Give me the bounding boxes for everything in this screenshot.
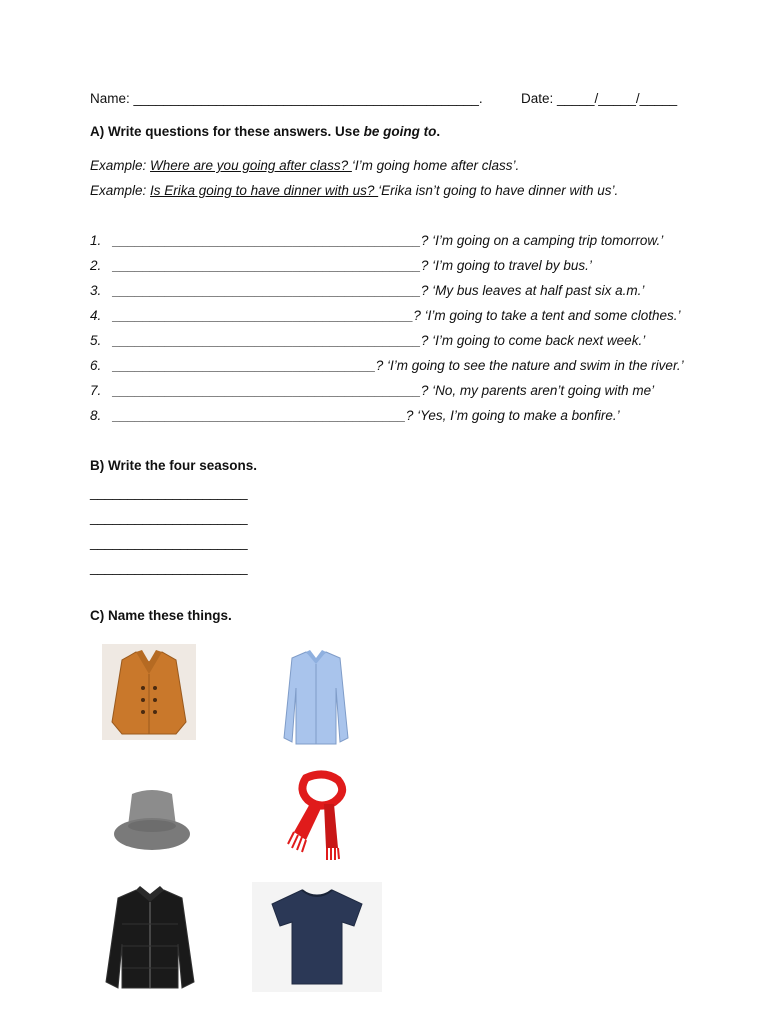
scarf-image [284,770,350,862]
example-question: Is Erika going to have dinner with us? [150,183,379,198]
name-field-label: Name: ______________________________________________. [90,91,483,106]
question-number: 4. [90,308,102,323]
scarf-tail [294,800,322,840]
question-line: _________________________________________? ‘I’m going on a camping trip tomorrow.’ [113,233,664,248]
hat-crown-shade [128,820,176,832]
example-answer: ‘I’m going home after class’. [351,158,520,173]
section-a-title-suffix: . [436,124,441,139]
question-line: ________________________________________? ‘I’m going to take a tent and some clothes.’ [113,308,681,323]
season-answer-line: _____________________ [90,560,248,575]
coat-button [141,698,145,702]
shirt-image [278,648,354,746]
tshirt-icon [252,882,382,992]
section-a-title-prefix: A) Write questions for these answers. Use [90,124,364,139]
question-number: 6. [90,358,102,373]
question-line: _________________________________________? ‘No, my parents aren’t going with me’ [113,383,655,398]
coat-image [102,644,196,740]
bomber-jacket-icon [102,884,198,992]
jacket-image [102,884,198,992]
example-label: Example: [90,158,151,173]
section-b-title: B) Write the four seasons. [90,458,258,473]
question-number: 7. [90,383,102,398]
bucket-hat-image [110,782,194,854]
scarf-tail [324,804,338,848]
question-line: _________________________________________? ‘My bus leaves at half past six a.m.’ [113,283,645,298]
example-line-1 [90,158,519,173]
tshirt-image [252,882,382,992]
question-number: 8. [90,408,102,423]
coat-icon [102,644,196,740]
example-label: Example: [90,183,151,198]
season-answer-line: _____________________ [90,485,248,500]
coat-button [153,686,157,690]
scarf-icon [284,770,350,862]
coat-button [141,710,145,714]
question-line: _________________________________________? ‘I’m going to come back next week.’ [113,333,646,348]
question-number: 1. [90,233,102,248]
section-c-title: C) Name these things. [90,608,232,623]
season-answer-line: _____________________ [90,535,248,550]
season-answer-line: _____________________ [90,510,248,525]
example-line-2 [90,183,618,198]
question-line: _________________________________________? ‘I’m going to travel by bus.’ [113,258,592,273]
question-number: 3. [90,283,102,298]
shirt-icon [278,648,354,746]
question-number: 5. [90,333,102,348]
coat-button [153,698,157,702]
example-question: Where are you going after class? [150,158,352,173]
section-a-title [90,124,440,139]
question-line: ___________________________________? ‘I’m going to see the nature and swim in the river.’ [113,358,684,373]
bucket-hat-icon [110,782,194,854]
example-answer: ‘Erika isn’t going to have dinner with us’. [378,183,619,198]
tshirt-body [272,890,362,984]
question-line: _______________________________________? ‘Yes, I’m going to make a bonfire.’ [113,408,620,423]
question-number: 2. [90,258,102,273]
date-field-label: Date: _____/_____/_____ [521,91,678,106]
section-a-title-emphasis: be going to [363,124,437,139]
scarf-loop [302,774,342,805]
coat-button [153,710,157,714]
coat-button [141,686,145,690]
scarf-fringe [327,848,339,860]
